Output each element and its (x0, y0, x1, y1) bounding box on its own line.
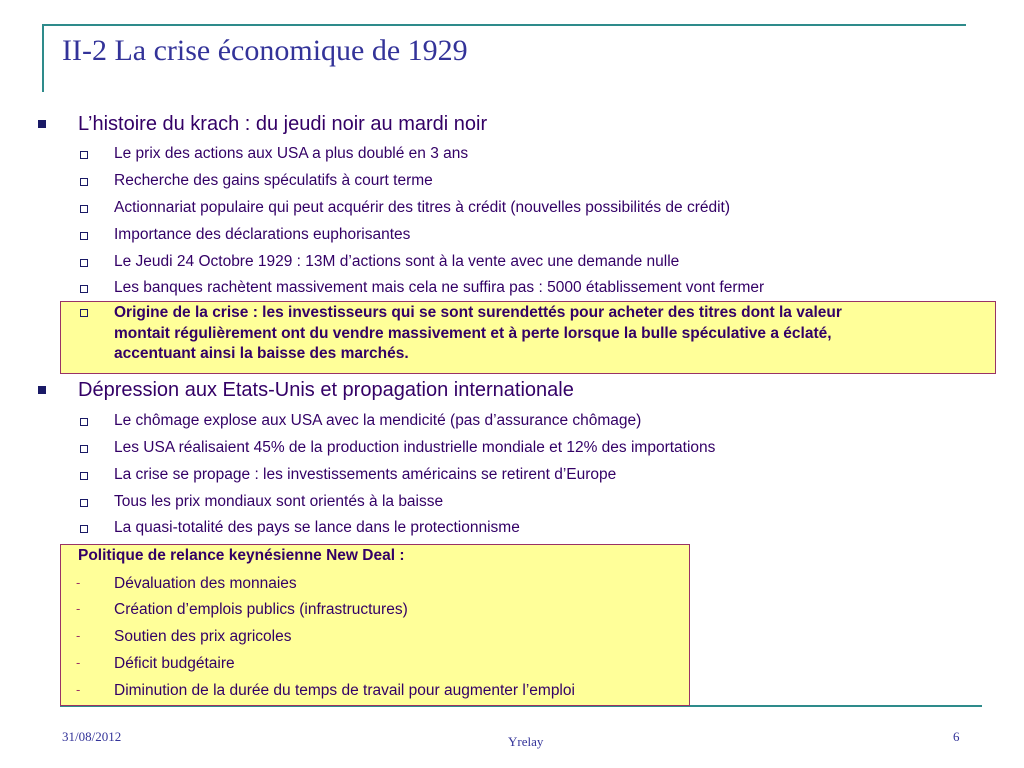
hollow-square-bullet-icon (80, 151, 88, 159)
list-item-text: Les banques rachètent massivement mais cela ne suffira pas : 5000 établissement vont fermer (114, 279, 765, 296)
new-deal-heading: Politique de relance keynésienne New Deal : (78, 547, 405, 564)
list-item-text: Actionnariat populaire qui peut acquérir des titres à crédit (nouvelles possibilités de crédit) (114, 199, 731, 216)
footer-page-number: 6 (953, 729, 960, 744)
hollow-square-bullet-icon (80, 309, 88, 317)
list-item-text: Le chômage explose aux USA avec la mendicité (pas d’assurance chômage) (114, 412, 642, 429)
list-item-text: Le Jeudi 24 Octobre 1929 : 13M d’actions sont à la vente avec une demande nulle (114, 253, 680, 270)
square-bullet-icon (38, 120, 46, 128)
list-item-text: La crise se propage : les investissements américains se retirent d’Europe (114, 466, 617, 483)
highlight-line: Origine de la crise : les investisseurs qui se sont surendettés pour acheter des titres dont la valeur (114, 304, 842, 321)
dash-bullet-icon: - (76, 655, 81, 670)
section-heading-text: L’histoire du krach : du jeudi noir au mardi noir (78, 113, 488, 135)
hollow-square-bullet-icon (80, 259, 88, 267)
frame-top-line (42, 24, 966, 26)
new-deal-item-text: Création d’emplois publics (infrastructures) (114, 601, 408, 618)
list-item-text: La quasi-totalité des pays se lance dans le protectionnisme (114, 519, 520, 536)
highlight-line: accentuant ainsi la baisse des marchés. (114, 345, 409, 362)
section-heading-text: Dépression aux Etats-Unis et propagation internationale (78, 379, 574, 401)
hollow-square-bullet-icon (80, 418, 88, 426)
hollow-square-bullet-icon (80, 232, 88, 240)
list-item-text: Recherche des gains spéculatifs à court terme (114, 172, 433, 189)
new-deal-item-text: Diminution de la durée du temps de travail pour augmenter l’emploi (114, 682, 575, 699)
frame-left-line (42, 24, 44, 92)
square-bullet-icon (38, 386, 46, 394)
hollow-square-bullet-icon (80, 445, 88, 453)
dash-bullet-icon: - (76, 575, 81, 590)
list-item-text: Les USA réalisaient 45% de la production industrielle mondiale et 12% des importations (114, 439, 716, 456)
footer-author: Yrelay (508, 734, 544, 749)
dash-bullet-icon: - (76, 628, 81, 643)
dash-bullet-icon: - (76, 682, 81, 697)
hollow-square-bullet-icon (80, 499, 88, 507)
list-item-text: Tous les prix mondiaux sont orientés à la baisse (114, 493, 444, 510)
hollow-square-bullet-icon (80, 285, 88, 293)
new-deal-item-text: Dévaluation des monnaies (114, 575, 297, 592)
footer-date: 31/08/2012 (62, 729, 122, 744)
highlight-text (114, 303, 994, 365)
slide-title: II-2 La crise économique de 1929 (62, 34, 468, 67)
highlight-line: montait régulièrement ont du vendre massivement et à perte lorsque la bulle spéculative a éclaté, (114, 324, 832, 342)
hollow-square-bullet-icon (80, 178, 88, 186)
list-item-text: Le prix des actions aux USA a plus doublé en 3 ans (114, 145, 469, 162)
new-deal-item-text: Soutien des prix agricoles (114, 628, 292, 645)
new-deal-item-text: Déficit budgétaire (114, 655, 235, 672)
hollow-square-bullet-icon (80, 205, 88, 213)
list-item-text: Importance des déclarations euphorisantes (114, 226, 411, 243)
hollow-square-bullet-icon (80, 472, 88, 480)
dash-bullet-icon: - (76, 601, 81, 616)
hollow-square-bullet-icon (80, 525, 88, 533)
